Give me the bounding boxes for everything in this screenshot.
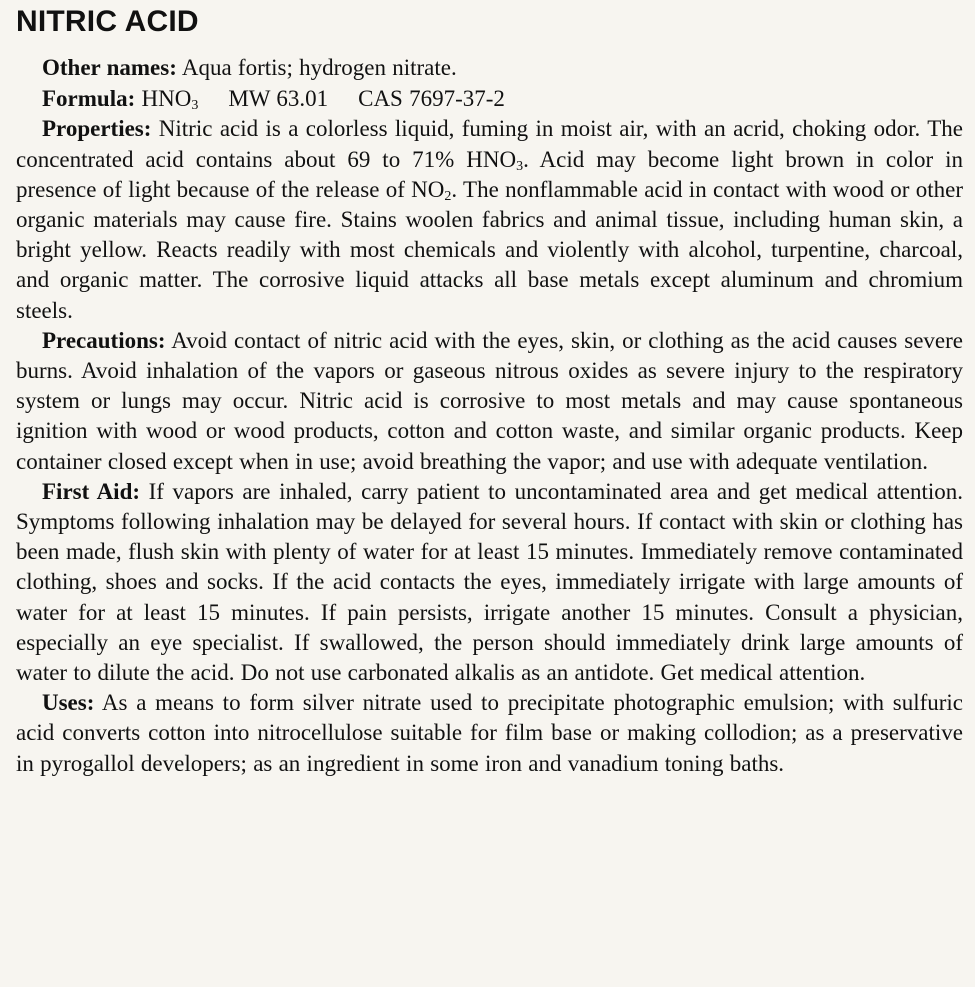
properties-text-1: Nitric acid is a colorless liquid, fuming in moist air, with an acrid, choking odor. The concentrated acid contains about 69 to 71% HNO — [16, 116, 963, 172]
first-aid-text: If vapors are inhaled, carry patient to uncontaminated area and get medical attention. Symptoms following inhalation may be delayed for several hours. If contact with skin or clothing has been made, flush skin with plenty of water for at least 15 minutes. Immediately remove contaminated clothing, shoes and socks. If the acid contacts the eyes, immediately irrigate with large amounts of water for at least 15 minutes. If pain persists, irrigate another 15 minutes. Consult a physician, especially an eye specialist. If swallowed, the person should immediately drink large amounts of water to dilute the acid. Do not use carbonated alkalis as an antidote. Get medical attention. — [16, 478, 963, 686]
properties-text-2: . Acid may become light brown in color in presence of light because of the release of NO — [16, 146, 963, 202]
uses-entry — [16, 688, 963, 779]
precautions-text: Avoid contact of nitric acid with the eyes, skin, or clothing as the acid causes severe burns. Avoid inhalation of the vapors or gaseous nitrous oxides as severe injury to the respiratory system or lungs may occur. Nitric acid is corrosive to most metals and may cause spontaneous ignition with wood or wood products, cotton and cotton waste, and similar organic products. Keep container closed except when in use; avoid breathing the vapor; and use with adequate ventilation. — [16, 327, 964, 474]
formula-subscript: 3 — [191, 98, 199, 114]
properties-subscript-1: 3 — [516, 158, 524, 174]
properties-subscript-2: 2 — [444, 188, 452, 204]
first-aid-entry — [16, 477, 963, 688]
properties-entry — [16, 114, 963, 325]
molecular-weight: MW 63.01 — [228, 86, 329, 112]
precautions-entry — [16, 326, 963, 477]
other-names-label: Other names: — [42, 55, 177, 80]
formula-label: Formula: — [42, 86, 136, 112]
precautions-label: Precautions: — [42, 327, 166, 353]
properties-label: Properties: — [42, 116, 152, 142]
other-names-entry — [16, 53, 963, 83]
other-names-text: Aqua fortis; hydrogen nitrate. — [181, 55, 457, 80]
page-title: NITRIC ACID — [16, 5, 199, 38]
first-aid-label: First Aid: — [42, 478, 141, 504]
uses-label: Uses: — [42, 690, 95, 716]
uses-text: As a means to form silver nitrate used to precipitate photographic emulsion; with sulfuric acid converts cotton into nitrocellulose suitable for film base or making collodion; as a preservative in pyrogallol developers; as an ingredient in some iron and vanadium toning baths. — [16, 690, 963, 776]
formula-entry — [16, 84, 963, 114]
document-body — [16, 53, 963, 779]
formula-value — [141, 86, 199, 114]
formula-main: HNO — [141, 86, 192, 112]
cas-number: CAS 7697-37-2 — [358, 86, 505, 112]
properties-text-3: . The nonflammable acid in contact with wood or other organic materials may cause fire. Stains woolen fabrics and animal tissue, including human skin, a bright yellow. Reacts readily with most chemicals and violently with alcohol, turpentine, charcoal, and organic matter. The corrosive liquid attacks all base metals except aluminum and chromium steels. — [16, 176, 963, 323]
